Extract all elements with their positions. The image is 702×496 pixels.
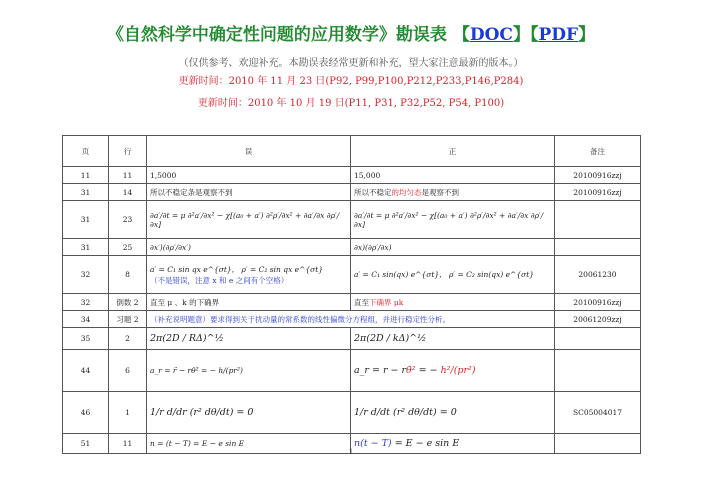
- right-text-mid: = −: [415, 365, 441, 376]
- cell-page: 31: [63, 239, 109, 256]
- header-note: 备注: [555, 136, 641, 167]
- cell-note: 20061230: [555, 256, 641, 294]
- table-row: [63, 239, 641, 256]
- cell-right: [351, 294, 555, 311]
- cell-page: 32: [63, 256, 109, 294]
- cell-line: 习题 2: [109, 311, 147, 328]
- cell-note: 20100916zzj: [555, 184, 641, 201]
- update-line-1: 更新时间：2010 年 11 月 23 日(P92, P99,P100,P212,P233,P146,P284): [178, 76, 524, 87]
- cell-page: 31: [63, 201, 109, 239]
- table-header-row: [63, 136, 641, 167]
- cell-note: 20100916zzj: [555, 294, 641, 311]
- cell-note: 20100916zzj: [555, 167, 641, 184]
- cell-line: 11: [109, 434, 147, 454]
- cell-wrong: （补充说明题意）要求得到关于扰动量的常系数的线性偏微分方程组，并进行稳定性分析。: [147, 311, 555, 328]
- cell-wrong: a_r = r̈ − rθ̇² = − h/(pr²): [147, 350, 351, 392]
- right-highlight: n(t − T): [354, 438, 392, 449]
- cell-line: 1: [109, 392, 147, 434]
- cell-right: 2π(2D / kΔ)^½: [351, 328, 555, 350]
- cell-right: ∂a′/∂t = μ ∂²a′/∂x² − χ[(a₀ + a′) ∂²ρ′/∂x² + ∂a′/∂x ∂ρ′/∂x]: [351, 201, 555, 239]
- cell-note: [555, 328, 641, 350]
- table-row: [63, 350, 641, 392]
- cell-wrong: ∂a′/∂t = μ ∂²a′/∂x² − χ[(a₀ + a′) ∂²ρ′/∂x² + ∂a′/∂x ∂ρ′/∂x]: [147, 201, 351, 239]
- cell-page: 46: [63, 392, 109, 434]
- bracket-close-2: 】: [578, 25, 596, 45]
- cell-right: 15,000: [351, 167, 555, 184]
- header-page: 页: [63, 136, 109, 167]
- bracket-close: 】: [512, 25, 530, 45]
- table-row: [63, 201, 641, 239]
- wrong-formula: a′ = C₁ sin qx e^{σt}， ρ′ = C₂ sin qx e^{σt}: [150, 264, 324, 274]
- cell-right: [351, 184, 555, 201]
- cell-page: 51: [63, 434, 109, 454]
- header-wrong: 误: [147, 136, 351, 167]
- cell-note: [555, 201, 641, 239]
- right-text: a_r = r − r: [354, 365, 407, 376]
- right-highlight-2: h²/(pr²): [440, 365, 476, 376]
- cell-wrong: n = (t − T) = E − e sin E: [147, 434, 351, 454]
- cell-page: 31: [63, 184, 109, 201]
- right-highlight: θ̇²: [406, 365, 416, 376]
- update-line-2: 更新时间：2010 年 10 月 19 日(P11, P31, P32,P52, P54, P100): [197, 98, 505, 109]
- cell-line: 倒数 2: [109, 294, 147, 311]
- right-text: 所以不稳定: [354, 187, 392, 197]
- right-text: 直至: [354, 297, 369, 307]
- cell-wrong: 2π(2D / RΔ)^½: [147, 328, 351, 350]
- cell-line: 14: [109, 184, 147, 201]
- table-row: [63, 184, 641, 201]
- cell-right: ∂x)(∂ρ′/∂x): [351, 239, 555, 256]
- cell-right: 1/r d/dt (r² dθ/dt) = 0: [351, 392, 555, 434]
- cell-wrong: 所以不稳定条是观察不到: [147, 184, 351, 201]
- cell-line: 8: [109, 256, 147, 294]
- cell-wrong: 1/r d/dr (r² dθ/dt) = 0: [147, 392, 351, 434]
- cell-right: a′ = C₁ sin(qx) e^{σt}， ρ′ = C₂ sin(qx) e^{σt}: [351, 256, 555, 294]
- doc-link[interactable]: DOC: [469, 25, 513, 45]
- cell-line: 23: [109, 201, 147, 239]
- right-highlight: 下确界 μk: [369, 297, 404, 307]
- cell-note: [555, 350, 641, 392]
- right-highlight: 的均匀态: [391, 187, 422, 197]
- cell-wrong: ∂x′)(∂ρ′/∂x′): [147, 239, 351, 256]
- pdf-link[interactable]: PDF: [538, 25, 579, 45]
- cell-page: 11: [63, 167, 109, 184]
- bracket-open-2: 【: [529, 25, 539, 45]
- cell-line: 25: [109, 239, 147, 256]
- cell-page: 35: [63, 328, 109, 350]
- right-text: = E − e sin E: [391, 438, 460, 449]
- cell-line: 6: [109, 350, 147, 392]
- table-row: [63, 256, 641, 294]
- right-text-tail: 是观察不到: [421, 187, 459, 197]
- cell-page: 32: [63, 294, 109, 311]
- cell-page: 34: [63, 311, 109, 328]
- bracket-open: 【: [452, 25, 470, 45]
- title-text: 《自然科学中确定性问题的应用数学》勘误表: [106, 25, 447, 45]
- page-title: [0, 20, 702, 45]
- cell-note: SC05004017: [555, 392, 641, 434]
- cell-wrong: 直至 μ 、k 的下确界: [147, 294, 351, 311]
- table-row: [63, 167, 641, 184]
- table-row: [63, 311, 641, 328]
- cell-right: [351, 350, 555, 392]
- cell-wrong: 1,5000: [147, 167, 351, 184]
- table-row: [63, 328, 641, 350]
- header-line: 行: [109, 136, 147, 167]
- cell-line: 11: [109, 167, 147, 184]
- errata-table: [62, 135, 641, 454]
- cell-line: 2: [109, 328, 147, 350]
- page-number: 1: [348, 448, 354, 456]
- notice-text: （仅供参考、欢迎补充。本勘误表经常更新和补充，望大家注意最新的版本。）: [178, 58, 524, 69]
- cell-wrong: [147, 256, 351, 294]
- cell-page: 44: [63, 350, 109, 392]
- table-row: [63, 392, 641, 434]
- table-row: [63, 294, 641, 311]
- header-right: 正: [351, 136, 555, 167]
- wrong-note: （不是错误，注意 x 和 e 之间有个空格）: [150, 275, 289, 285]
- cell-note: [555, 239, 641, 256]
- cell-note: 20061209zzj: [555, 311, 641, 328]
